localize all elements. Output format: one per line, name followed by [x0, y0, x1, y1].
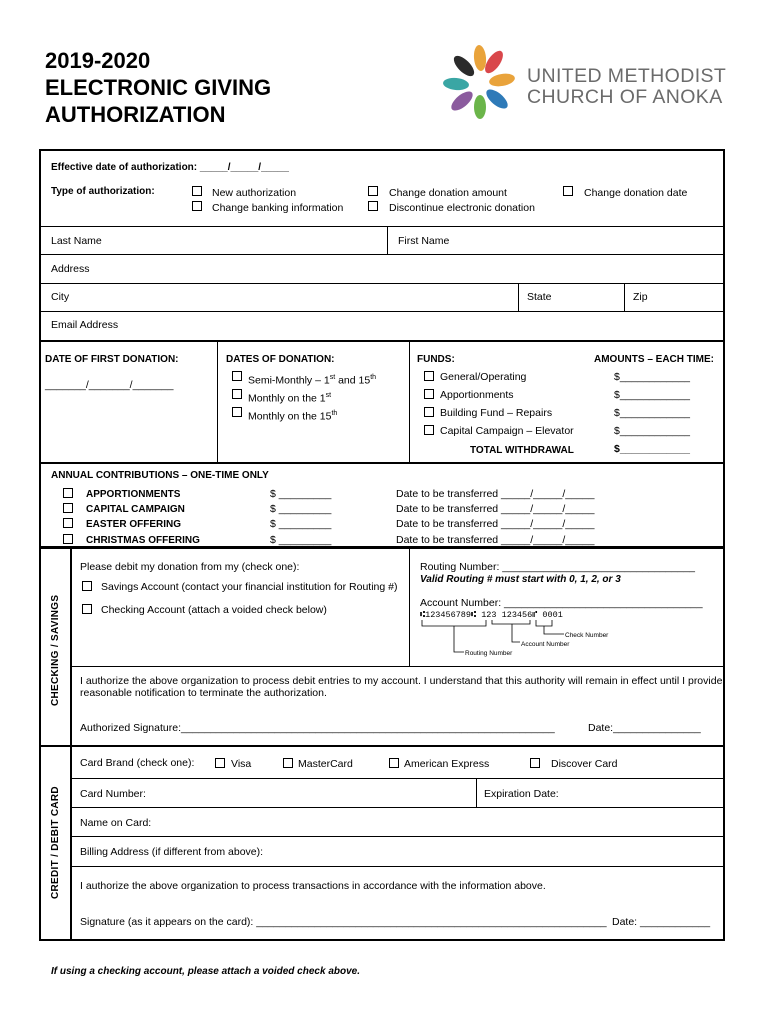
monthly-1st-label: Monthly on the 1st	[248, 392, 332, 405]
amount-field[interactable]: $____________	[614, 389, 690, 401]
type-label: Type of authorization:	[51, 186, 155, 197]
state-field[interactable]: State	[527, 291, 552, 303]
checking-date-field[interactable]: Date:_______________	[588, 722, 701, 734]
card-number-field[interactable]: Card Number:	[80, 788, 146, 800]
last-name-field[interactable]: Last Name	[51, 235, 102, 247]
colorful-hands-icon	[440, 44, 520, 120]
footer-note: If using a checking account, please attach a voided check above.	[51, 966, 360, 977]
divider	[217, 340, 218, 462]
amounts-label: AMOUNTS – EACH TIME:	[594, 354, 714, 365]
discontinue-checkbox[interactable]	[368, 201, 378, 211]
divider	[39, 226, 725, 227]
new-authorization-label: New authorization	[212, 187, 297, 199]
checking-label: Checking Account (attach a voided check below)	[101, 604, 327, 616]
fund-general-checkbox[interactable]	[424, 371, 434, 381]
divider	[39, 462, 725, 464]
dates-label: DATES OF DONATION:	[226, 354, 335, 365]
page-title: 2019-2020 ELECTRONIC GIVING AUTHORIZATION	[45, 48, 272, 127]
annual-amount[interactable]: $ _________	[270, 534, 332, 546]
card-signature-field[interactable]: Signature (as it appears on the card): ____________________________________________________________	[80, 916, 607, 928]
change-amount-label: Change donation amount	[389, 187, 507, 199]
first-name-field[interactable]: First Name	[398, 235, 450, 247]
routing-note: Valid Routing # must start with 0, 1, 2, or 3	[420, 574, 621, 585]
card-box	[39, 745, 725, 941]
amount-field[interactable]: $____________	[614, 407, 690, 419]
fund-general-label: General/Operating	[440, 371, 527, 383]
change-date-checkbox[interactable]	[563, 186, 573, 196]
billing-address-field[interactable]: Billing Address (if different from above):	[80, 846, 264, 858]
annual-transfer-date[interactable]: Date to be transferred _____/_____/_____	[396, 534, 595, 546]
change-date-label: Change donation date	[584, 187, 688, 199]
savings-label: Savings Account (contact your financial institution for Routing #)	[101, 581, 398, 593]
savings-checkbox[interactable]	[82, 581, 92, 591]
total-field[interactable]: $____________	[614, 443, 690, 455]
effective-date[interactable]: Effective date of authorization: _____/_____/_____	[51, 162, 289, 173]
annual-item: CHRISTMAS OFFERING	[86, 535, 200, 546]
change-banking-label: Change banking information	[212, 202, 344, 214]
fund-apportionments-checkbox[interactable]	[424, 389, 434, 399]
annual-item: CAPITAL CAMPAIGN	[86, 504, 185, 515]
change-amount-checkbox[interactable]	[368, 186, 378, 196]
monthly-15th-checkbox[interactable]	[232, 407, 242, 417]
annual-apportionments-checkbox[interactable]	[63, 488, 73, 498]
mastercard-checkbox[interactable]	[283, 758, 293, 768]
monthly-1st-checkbox[interactable]	[232, 389, 242, 399]
annual-item: EASTER OFFERING	[86, 519, 182, 530]
amount-field[interactable]: $____________	[614, 425, 690, 437]
discontinue-label: Discontinue electronic donation	[389, 202, 535, 214]
divider	[39, 311, 725, 312]
change-banking-checkbox[interactable]	[192, 201, 202, 211]
authorized-signature-field[interactable]: Authorized Signature:________________________________________________________________	[80, 722, 555, 734]
first-donation-field[interactable]: _______/_______/_______	[45, 379, 174, 391]
fund-building-checkbox[interactable]	[424, 407, 434, 417]
discover-checkbox[interactable]	[530, 758, 540, 768]
fund-capital-checkbox[interactable]	[424, 425, 434, 435]
checking-box	[39, 547, 725, 747]
debit-label: Please debit my donation from my (check one):	[80, 561, 300, 573]
annual-amount[interactable]: $ _________	[270, 488, 332, 500]
amex-checkbox[interactable]	[389, 758, 399, 768]
divider	[70, 866, 725, 867]
annual-transfer-date[interactable]: Date to be transferred _____/_____/_____	[396, 518, 595, 530]
total-label: TOTAL WITHDRAWAL	[470, 445, 574, 456]
card-brand-label: Card Brand (check one):	[80, 757, 195, 769]
hand-shapes	[443, 45, 516, 119]
amex-label: American Express	[404, 758, 490, 770]
fund-apportionments-label: Apportionments	[440, 389, 514, 401]
zip-field[interactable]: Zip	[633, 291, 648, 303]
divider	[409, 547, 410, 666]
first-donation-label: DATE OF FIRST DONATION:	[45, 354, 179, 365]
divider	[70, 547, 72, 747]
check-number-label: Check Number	[565, 632, 609, 639]
divider	[518, 283, 519, 311]
annual-amount[interactable]: $ _________	[270, 503, 332, 515]
checking-side-label: CHECKING / SAVINGS	[50, 594, 61, 706]
annual-item: APPORTIONMENTS	[86, 489, 181, 500]
card-auth-text: I authorize the above organization to process transactions in accordance with the information above.	[80, 880, 546, 892]
new-authorization-checkbox[interactable]	[192, 186, 202, 196]
divider	[476, 778, 477, 807]
fund-building-label: Building Fund – Repairs	[440, 407, 553, 419]
divider	[39, 254, 725, 255]
divider	[39, 340, 725, 342]
divider	[70, 836, 725, 837]
fund-capital-label: Capital Campaign – Elevator	[440, 425, 574, 437]
divider	[70, 745, 72, 941]
name-on-card-field[interactable]: Name on Card:	[80, 817, 152, 829]
expiration-field[interactable]: Expiration Date:	[484, 788, 559, 800]
auth-text: reasonable notification to terminate the authorization.	[80, 687, 327, 699]
annual-transfer-date[interactable]: Date to be transferred _____/_____/_____	[396, 488, 595, 500]
divider	[624, 283, 625, 311]
amount-field[interactable]: $____________	[614, 371, 690, 383]
email-field[interactable]: Email Address	[51, 319, 119, 331]
account-field[interactable]: Account Number: __________________________________	[420, 597, 703, 609]
annual-christmas-checkbox[interactable]	[63, 534, 73, 544]
card-date-field[interactable]: Date: ____________	[612, 916, 711, 928]
semi-monthly-label: Semi-Monthly – 1st and 15th	[248, 374, 377, 387]
annual-capital-checkbox[interactable]	[63, 503, 73, 513]
auth-text: I authorize the above organization to process debit entries to my account. I understand that this authority will remain in effect until I provide	[80, 675, 723, 687]
account-number-label: Account Number	[521, 641, 570, 648]
visa-checkbox[interactable]	[215, 758, 225, 768]
divider	[39, 283, 725, 284]
routing-number-label: Routing Number	[465, 650, 513, 657]
routing-field[interactable]: Routing Number: _________________________________	[420, 561, 695, 573]
annual-easter-checkbox[interactable]	[63, 518, 73, 528]
mastercard-label: MasterCard	[298, 758, 353, 770]
divider	[70, 666, 725, 667]
semi-monthly-checkbox[interactable]	[232, 371, 242, 381]
funds-label: FUNDS:	[417, 354, 455, 365]
annual-transfer-date[interactable]: Date to be transferred _____/_____/_____	[396, 503, 595, 515]
monthly-15th-label: Monthly on the 15th	[248, 410, 338, 423]
visa-label: Visa	[231, 758, 252, 770]
address-field[interactable]: Address	[51, 263, 90, 275]
city-field[interactable]: City	[51, 291, 70, 303]
annual-heading: ANNUAL CONTRIBUTIONS – ONE-TIME ONLY	[51, 470, 269, 481]
annual-amount[interactable]: $ _________	[270, 518, 332, 530]
discover-label: Discover Card	[551, 758, 618, 770]
micr-line: ⑆123456789⑆ 123 123456⑈ 0001	[420, 610, 563, 620]
divider	[387, 226, 388, 254]
checking-checkbox[interactable]	[82, 604, 92, 614]
divider	[70, 807, 725, 808]
card-side-label: CREDIT / DEBIT CARD	[50, 786, 61, 899]
church-name: UNITED METHODIST CHURCH OF ANOKA	[527, 65, 727, 108]
divider	[70, 778, 725, 779]
divider	[409, 340, 410, 462]
